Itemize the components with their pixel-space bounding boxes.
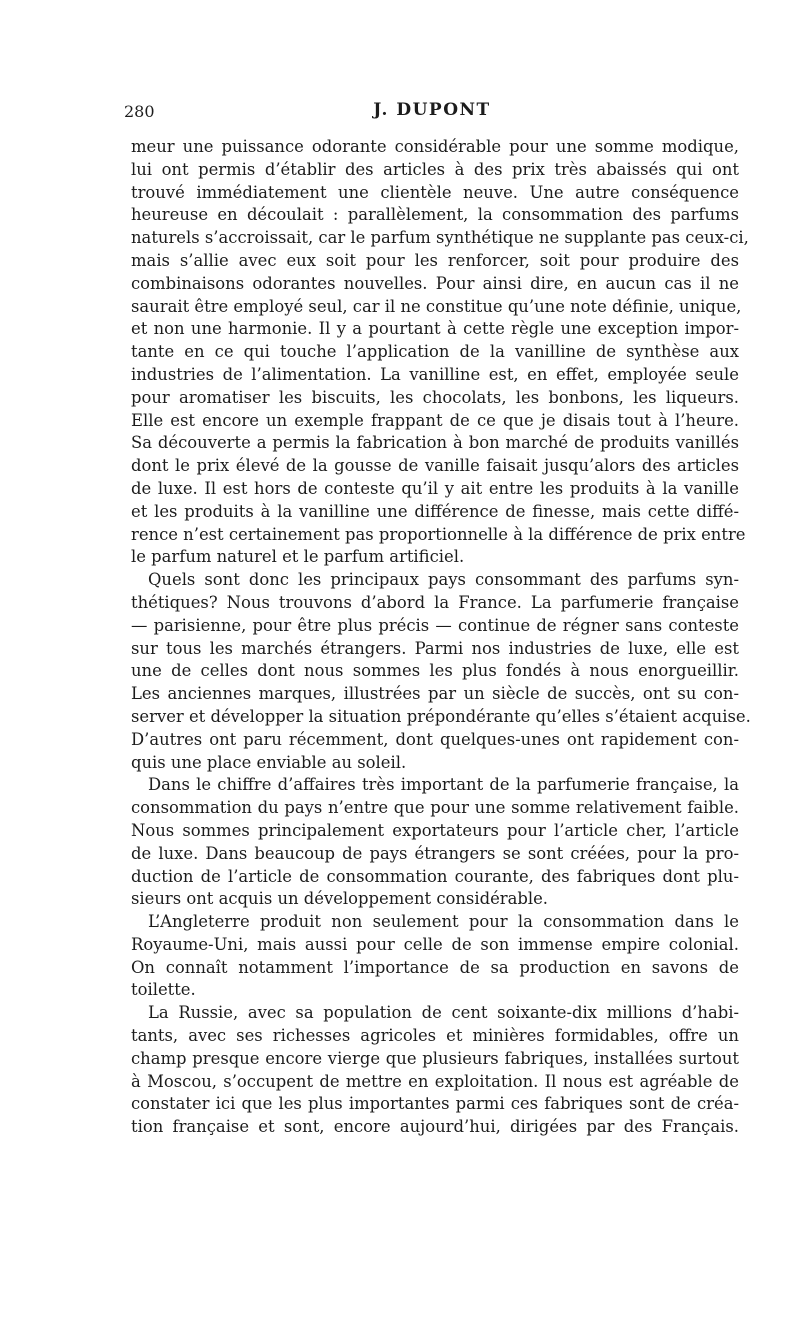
- text-line: de luxe. Dans beaucoup de pays étrangers se sont créées, pour la pro-: [131, 843, 739, 863]
- text-line: pour aromatiser les biscuits, les chocolats, les bonbons, les liqueurs.: [131, 387, 739, 407]
- text-line: combinaisons odorantes nouvelles. Pour ainsi dire, en aucun cas il ne: [131, 273, 739, 293]
- text-line: Sa découverte a permis la fabrication à bon marché de produits vanillés: [131, 433, 739, 453]
- text-line: quis une place enviable au soleil.: [131, 752, 407, 772]
- text-line: tants, avec ses richesses agricoles et minières formidables, offre un: [131, 1026, 739, 1046]
- text-line: tante en ce qui touche l’application de la vanilline de synthèse aux: [131, 342, 739, 362]
- running-head: J. DUPONT: [373, 100, 491, 120]
- page-number: 280: [124, 102, 155, 121]
- paragraph-start-line: Quels sont donc les principaux pays consommant des parfums syn-: [148, 570, 739, 590]
- paragraph-start-line: L’Angleterre produit non seulement pour la consommation dans le: [148, 912, 739, 932]
- text-line: thétiques? Nous trouvons d’abord la France. La parfumerie française: [131, 592, 739, 612]
- text-line: une de celles dont nous sommes les plus fondés à nous enorgueillir.: [131, 661, 739, 681]
- text-line: lui ont permis d’établir des articles à des prix très abaissés qui ont: [131, 159, 739, 179]
- text-line: sur tous les marchés étrangers. Parmi nos industries de luxe, elle est: [131, 638, 739, 658]
- text-line: Royaume-Uni, mais aussi pour celle de son immense empire colonial.: [131, 934, 739, 954]
- text-line: Nous sommes principalement exportateurs pour l’article cher, l’article: [131, 820, 739, 840]
- text-line: saurait être employé seul, car il ne constitue qu’une note définie, unique,: [131, 296, 742, 316]
- text-line: à Moscou, s’occupent de mettre en exploitation. Il nous est agréable de: [131, 1071, 739, 1091]
- text-line: heureuse en découlait : parallèlement, la consommation des parfums: [131, 205, 739, 225]
- text-line: de luxe. Il est hors de conteste qu’il y ait entre les produits à la vanille: [131, 478, 739, 498]
- paragraph-start-line: La Russie, avec sa population de cent soixante-dix millions d’habi-: [148, 1003, 739, 1023]
- text-line: tion française et sont, encore aujourd’hui, dirigées par des Français.: [131, 1117, 739, 1137]
- text-line: le parfum naturel et le parfum artificiel.: [131, 547, 465, 567]
- text-line: dont le prix élevé de la gousse de vanille faisait jusqu’alors des articles: [131, 456, 739, 476]
- text-line: On connaît notamment l’importance de sa production en savons de: [131, 957, 739, 977]
- text-line: champ presque encore vierge que plusieurs fabriques, installées surtout: [131, 1048, 739, 1068]
- text-line: trouvé immédiatement une clientèle neuve. Une autre conséquence: [131, 182, 739, 202]
- paragraph-start-line: Dans le chiffre d’affaires très important de la parfumerie française, la: [148, 775, 739, 795]
- page-header: [124, 98, 740, 124]
- text-line: Les anciennes marques, illustrées par un siècle de succès, ont su con-: [131, 684, 739, 704]
- text-line: industries de l’alimentation. La vanilline est, en effet, employée seule: [131, 364, 739, 384]
- text-line: Elle est encore un exemple frappant de ce que je disais tout à l’heure.: [131, 410, 739, 430]
- text-line: duction de l’article de consommation courante, des fabriques dont plu-: [131, 866, 739, 886]
- text-line: D’autres ont paru récemment, dont quelques-unes ont rapidement con-: [131, 729, 739, 749]
- text-line: consommation du pays n’entre que pour une somme relativement faible.: [131, 798, 739, 818]
- text-line: toilette.: [131, 980, 196, 1000]
- body-text: [131, 136, 751, 1139]
- text-line: et non une harmonie. Il y a pourtant à cette règle une exception impor-: [131, 319, 739, 339]
- text-line: constater ici que les plus importantes parmi ces fabriques sont de créa-: [131, 1094, 739, 1114]
- text-line: sieurs ont acquis un développement considérable.: [131, 889, 549, 909]
- text-line: server et développer la situation prépondérante qu’elles s’étaient acquise.: [131, 706, 751, 726]
- text-line: — parisienne, pour être plus précis — continue de régner sans conteste: [131, 615, 739, 635]
- text-line: meur une puissance odorante considérable pour une somme modique,: [131, 137, 739, 156]
- text-line: rence n’est certainement pas proportionnelle à la différence de prix entre: [131, 524, 746, 544]
- text-line: naturels s’accroissait, car le parfum synthétique ne supplante pas ceux-ci,: [131, 228, 749, 248]
- text-line: et les produits à la vanilline une différence de finesse, mais cette diffé-: [131, 501, 739, 521]
- text-line: mais s’allie avec eux soit pour les renforcer, soit pour produire des: [131, 250, 739, 270]
